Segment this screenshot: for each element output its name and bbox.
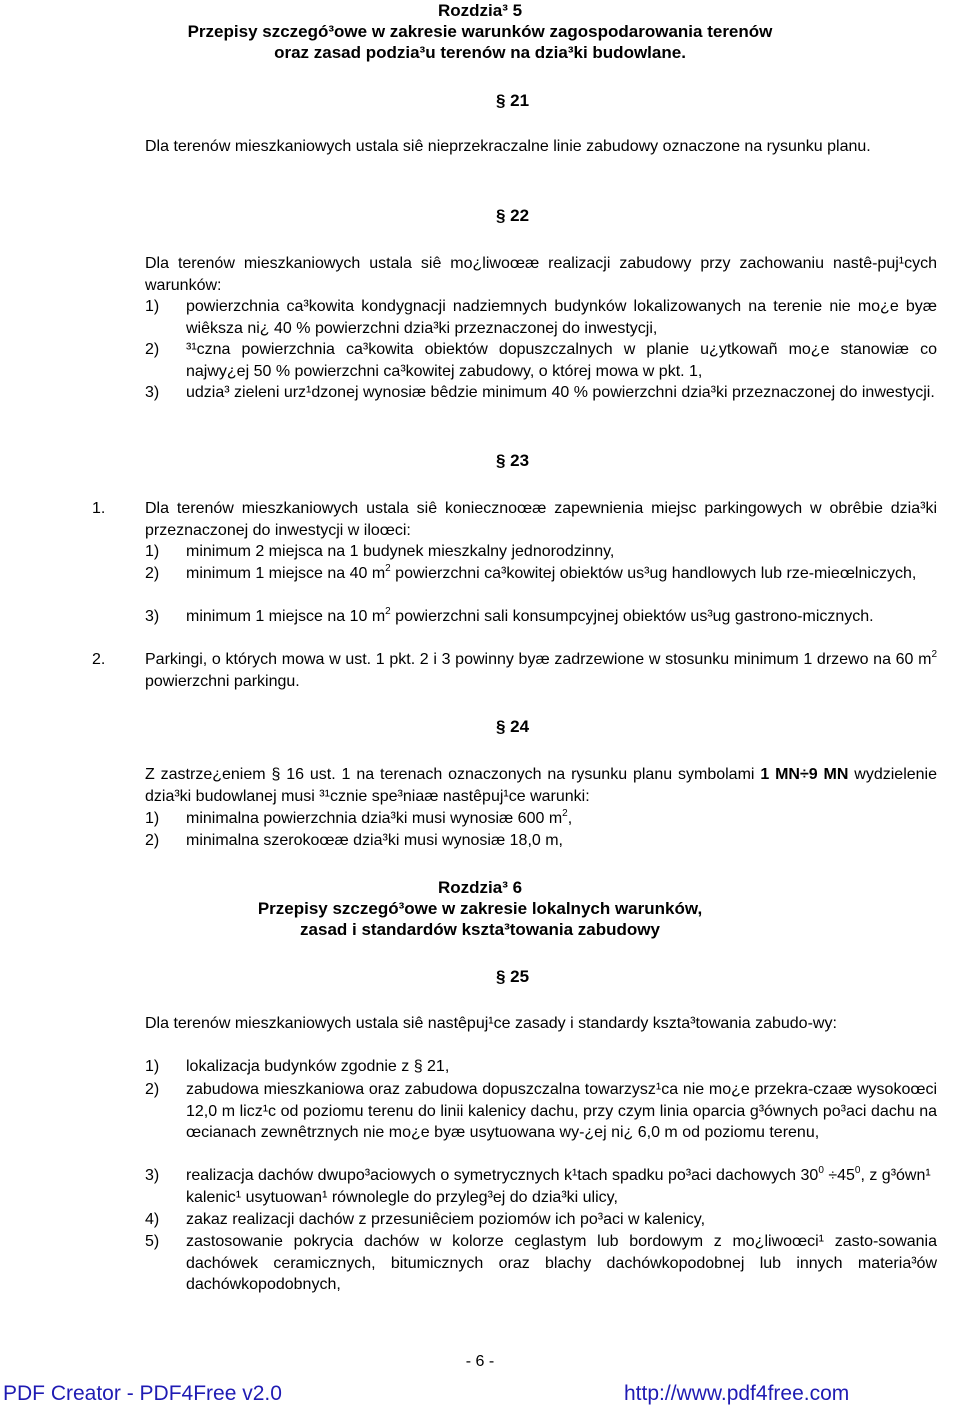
superscript: 2 bbox=[385, 606, 391, 617]
list-item-text: zakaz realizacji dachów z przesuniêciem poziomów ich po³aci w kalenicy, bbox=[186, 1211, 706, 1228]
footer-link[interactable]: http://www.pdf4free.com bbox=[624, 1382, 850, 1405]
section-25-heading: § 25 bbox=[496, 967, 530, 986]
list-item-number: 1) bbox=[145, 543, 160, 560]
paragraph-number: 2. bbox=[92, 651, 106, 668]
list-item-text: lokalizacja budynków zgodnie z § 21, bbox=[186, 1058, 450, 1075]
page-number: - 6 - bbox=[465, 1353, 495, 1370]
text-fragment: Z zastrze¿eniem § 16 ust. 1 na terenach oznaczonych na rysunku planu symbolami bbox=[145, 766, 761, 783]
list-item-number: 3) bbox=[145, 384, 160, 401]
text-fragment: powierzchni ca³kowitej obiektów us³ug handlowych lub rze-mieœlniczych, bbox=[390, 565, 917, 582]
chapter-5-subtitle-line2: oraz zasad podzia³u terenów na dzia³ki budowlane. bbox=[274, 43, 686, 62]
text-fragment: , z g³ówn¹ kalenic¹ usytuowan¹ równolegle do przyleg³ej do dzia³ki ulicy, bbox=[186, 1167, 931, 1206]
section-25-intro: Dla terenów mieszkaniowych ustala siê nastêpuj¹ce zasady i standardy kszta³towania zabudo-wy: bbox=[145, 1015, 837, 1032]
paragraph-number: 1. bbox=[92, 500, 106, 517]
text-fragment: minimalna powierzchnia dzia³ki musi wynosiæ 600 m bbox=[186, 810, 563, 827]
chapter-6-subtitle-line1: Przepisy szczegó³owe w zakresie lokalnych warunków, bbox=[257, 899, 703, 918]
list-item-number: 2) bbox=[145, 565, 160, 582]
list-item-number: 3) bbox=[145, 1167, 160, 1184]
chapter-6-title: Rozdzia³ 6 bbox=[437, 878, 523, 897]
superscript: 0 bbox=[818, 1165, 824, 1176]
chapter-6-subtitle-line2: zasad i standardów kszta³towania zabudowy bbox=[300, 920, 660, 939]
text-fragment: minimum 1 miejsce na 40 m bbox=[186, 565, 386, 582]
text-fragment: , bbox=[567, 810, 573, 827]
chapter-5-title: Rozdzia³ 5 bbox=[437, 1, 523, 20]
list-item-text: minimum 2 miejsca na 1 budynek mieszkalny jednorodzinny, bbox=[186, 543, 615, 560]
text-fragment: ÷45 bbox=[823, 1167, 855, 1184]
text-fragment: wydzielenie dzia³ki budowlanej musi ³¹cznie spe³niaæ nastêpuj¹ce warunki: bbox=[145, 766, 938, 805]
section-22-intro: Dla terenów mieszkaniowych ustala siê mo¿liwoœæ realizacji zabudowy przy zachowaniu nastê-puj¹cych warunków: bbox=[145, 255, 937, 294]
list-item-number: 4) bbox=[145, 1211, 160, 1228]
list-item-text: ³¹czna powierzchnia ca³kowita obiektów dopuszczalnych w planie u¿ytkowañ mo¿e stanowiæ co najwy¿ej 50 % powierzchni ca³kowitej zabudowy, o której mowa w pkt. 1, bbox=[186, 341, 937, 380]
list-item-number: 1) bbox=[145, 1058, 160, 1075]
list-item-text bbox=[186, 808, 937, 830]
superscript: 2 bbox=[385, 563, 391, 574]
list-item-text bbox=[186, 1165, 960, 1208]
list-item-number: 1) bbox=[145, 810, 160, 827]
list-item-text bbox=[186, 606, 937, 628]
list-item-number: 5) bbox=[145, 1233, 160, 1250]
text-fragment: Parkingi, o których mowa w ust. 1 pkt. 2 i 3 powinny byæ zadrzewione w stosunku minimum 1 drzewo na 60 m bbox=[145, 651, 932, 668]
section-21-text: Dla terenów mieszkaniowych ustala siê nieprzekraczalne linie zabudowy oznaczone na rysunku planu. bbox=[145, 138, 871, 155]
text-fragment: powierzchni parkingu. bbox=[145, 672, 300, 690]
list-item-number: 2) bbox=[145, 1081, 160, 1098]
symbol-range: 1 MN÷9 MN bbox=[760, 766, 849, 783]
list-item-number: 2) bbox=[145, 832, 160, 849]
superscript: 2 bbox=[931, 649, 937, 660]
text-fragment: minimum 1 miejsce na 10 m bbox=[186, 608, 386, 625]
section-24-heading: § 24 bbox=[496, 717, 530, 736]
list-item-number: 3) bbox=[145, 608, 160, 625]
list-item-text: zabudowa mieszkaniowa oraz zabudowa dopuszczalna towarzysz¹ca nie mo¿e przekra-czaæ wysokoœci 12,0 m licz¹c od poziomu terenu do linii kalenicy dachu, przy czym linia oparcia g³ównych po³aci dachu na œcianach zewnêtrznych nie mo¿e byæ usytuowana wy-¿ej ni¿ 6,0 m od poziomu terenu, bbox=[186, 1081, 937, 1141]
list-item-text: minimalna szerokoœæ dzia³ki musi wynosiæ 18,0 m, bbox=[186, 832, 563, 849]
section-23-paragraph-2 bbox=[145, 649, 937, 692]
list-item-text bbox=[186, 563, 937, 585]
section-24-intro bbox=[145, 764, 937, 807]
list-item-number: 1) bbox=[145, 298, 160, 315]
text-fragment: powierzchni sali konsumpcyjnej obiektów us³ug gastrono-micznych. bbox=[390, 608, 874, 625]
list-item-number: 2) bbox=[145, 341, 160, 358]
list-item-text: zastosowanie pokrycia dachów w kolorze ceglastym lub bordowym z mo¿liwoœci¹ zasto-sowania dachówek ceramicznych, bitumicznych oraz blachy dachówkopodobnej lub innych materia³ów dachówkopodobnych, bbox=[186, 1233, 937, 1293]
section-22-heading: § 22 bbox=[496, 206, 530, 225]
footer-creator-text: PDF Creator - PDF4Free v2.0 bbox=[3, 1382, 282, 1405]
superscript: 0 bbox=[854, 1165, 861, 1176]
list-item-text: udzia³ zieleni urz¹dzonej wynosiæ bêdzie minimum 40 % powierzchni dzia³ki przeznaczonej do inwestycji. bbox=[186, 384, 935, 401]
section-23-heading: § 23 bbox=[496, 451, 530, 470]
chapter-5-subtitle-line1: Przepisy szczegó³owe w zakresie warunków zagospodarowania terenów bbox=[187, 22, 773, 41]
list-item-text: powierzchnia ca³kowita kondygnacji nadziemnych budynków lokalizowanych na terenie nie mo¿e byæ wiêksza ni¿ 40 % powierzchni dzia³ki przeznaczonej do inwestycji, bbox=[186, 298, 937, 337]
section-21-heading: § 21 bbox=[496, 91, 530, 110]
section-23-paragraph-1: Dla terenów mieszkaniowych ustala siê koniecznoœæ zapewnienia miejsc parkingowych w obrêbie dzia³ki przeznaczonej do inwestycji w iloœci: bbox=[145, 500, 937, 539]
text-fragment: realizacja dachów dwupo³aciowych o symetrycznych k¹tach spadku po³aci dachowych 30 bbox=[186, 1167, 819, 1184]
superscript: 2 bbox=[562, 808, 568, 819]
